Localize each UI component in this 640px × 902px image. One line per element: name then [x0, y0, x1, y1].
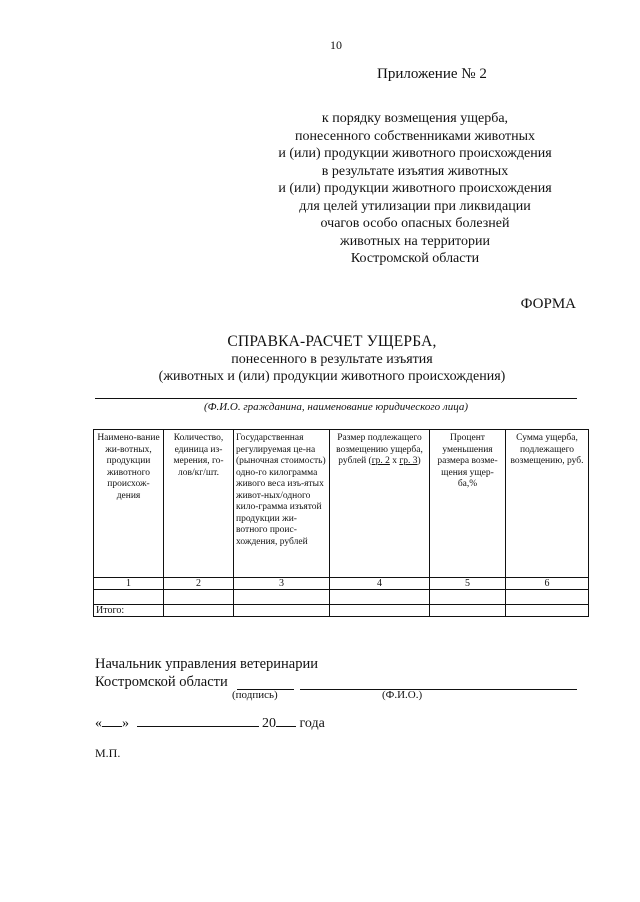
table-cell[interactable]: [330, 590, 430, 605]
order-line: для целей утилизации при ликвидации: [299, 198, 531, 214]
table-header-cell: Количество, единица из-мерения, го-лов/кг/шт.: [164, 430, 234, 578]
order-line: и (или) продукции животного происхождения: [278, 181, 552, 196]
table-cell[interactable]: [430, 605, 506, 617]
signatory-region: Костромской области: [95, 674, 228, 690]
table-cell[interactable]: [506, 590, 589, 605]
stamp-placeholder: М.П.: [95, 746, 121, 760]
document-subtitle: понесенного в результате изъятия: [231, 352, 433, 367]
fio-underline: [95, 398, 577, 399]
column-number: 4: [330, 578, 430, 590]
column-number: 6: [506, 578, 589, 590]
table-cell[interactable]: [164, 590, 234, 605]
page-number: 10: [330, 38, 342, 52]
table-cell[interactable]: [234, 605, 330, 617]
form-label: ФОРМА: [520, 296, 576, 312]
column-number: 5: [430, 578, 506, 590]
year-suffix: года: [299, 716, 325, 731]
order-line: понесенного собственниками животных: [294, 128, 536, 144]
table-header-cell: Наимено-вание жи-вотных, продукции животного происхож-дения: [94, 430, 164, 578]
table-cell[interactable]: [164, 605, 234, 617]
column-number: 3: [234, 578, 330, 590]
date-open-quote: «: [95, 716, 102, 731]
signatory-title: Начальник управления ветеринарии: [95, 656, 319, 672]
document-subtitle: (животных и (или) продукции животного происхождения): [158, 369, 506, 384]
table-cell[interactable]: [506, 605, 589, 617]
order-reference: [250, 110, 580, 268]
column-ref-link[interactable]: гр. 2: [371, 456, 390, 466]
order-line: животных на территории: [340, 233, 490, 249]
appendix-title: Приложение № 2: [377, 66, 487, 82]
column-ref-link[interactable]: гр. 3: [399, 456, 418, 466]
day-blank[interactable]: [102, 714, 122, 727]
signature-caption: (подпись): [232, 689, 278, 701]
order-line: Костромской области: [350, 251, 480, 266]
order-line: и (или) продукции животного происхождения: [278, 146, 552, 161]
date-close-quote: »: [122, 716, 129, 731]
order-line: в результате изъятия животных: [321, 163, 509, 179]
header-text: Размер подлежащего возмещению ущерба, рублей: [336, 433, 423, 466]
column-number: 1: [94, 578, 164, 590]
year-blank[interactable]: [276, 714, 296, 727]
table-header-cell: Государственная регулируемая це-на (рыночная стоимость) одно-го килограмма живого веса изъ-ятых живот-ных/одного кило-грамма изъятой продукции жи-вотного проис-хождения, рублей: [234, 430, 330, 578]
month-blank[interactable]: [137, 714, 259, 727]
table-header-cell: Сумма ущерба, подлежащего возмещению, руб.: [506, 430, 589, 578]
total-label: Итого:: [94, 605, 164, 617]
table-cell[interactable]: [430, 590, 506, 605]
date-line: [95, 714, 325, 732]
table-header-cell: Процент уменьшения размера возме-щения ущер-ба,%: [430, 430, 506, 578]
fio-signature-line[interactable]: [300, 689, 577, 690]
table-cell[interactable]: [94, 590, 164, 605]
document-title: СПРАВКА-РАСЧЕТ УЩЕРБА,: [227, 333, 437, 350]
table-cell[interactable]: [330, 605, 430, 617]
total-row: [94, 605, 589, 617]
fio-caption: (Ф.И.О. гражданина, наименование юридического лица): [203, 401, 469, 413]
year-prefix: 20: [262, 716, 276, 731]
column-number: 2: [164, 578, 234, 590]
table-cell[interactable]: [234, 590, 330, 605]
table-header-cell: Размер подлежащего возмещению ущерба, рублей (гр. 2 x гр. 3): [330, 430, 430, 578]
multiply-sign: x: [389, 456, 400, 466]
damage-calculation-table: [93, 429, 589, 617]
fio-caption-signature: (Ф.И.О.): [382, 689, 423, 701]
table-row: [94, 590, 589, 605]
order-line: очагов особо опасных болезней: [320, 216, 510, 231]
order-line: к порядку возмещения ущерба,: [321, 111, 509, 126]
